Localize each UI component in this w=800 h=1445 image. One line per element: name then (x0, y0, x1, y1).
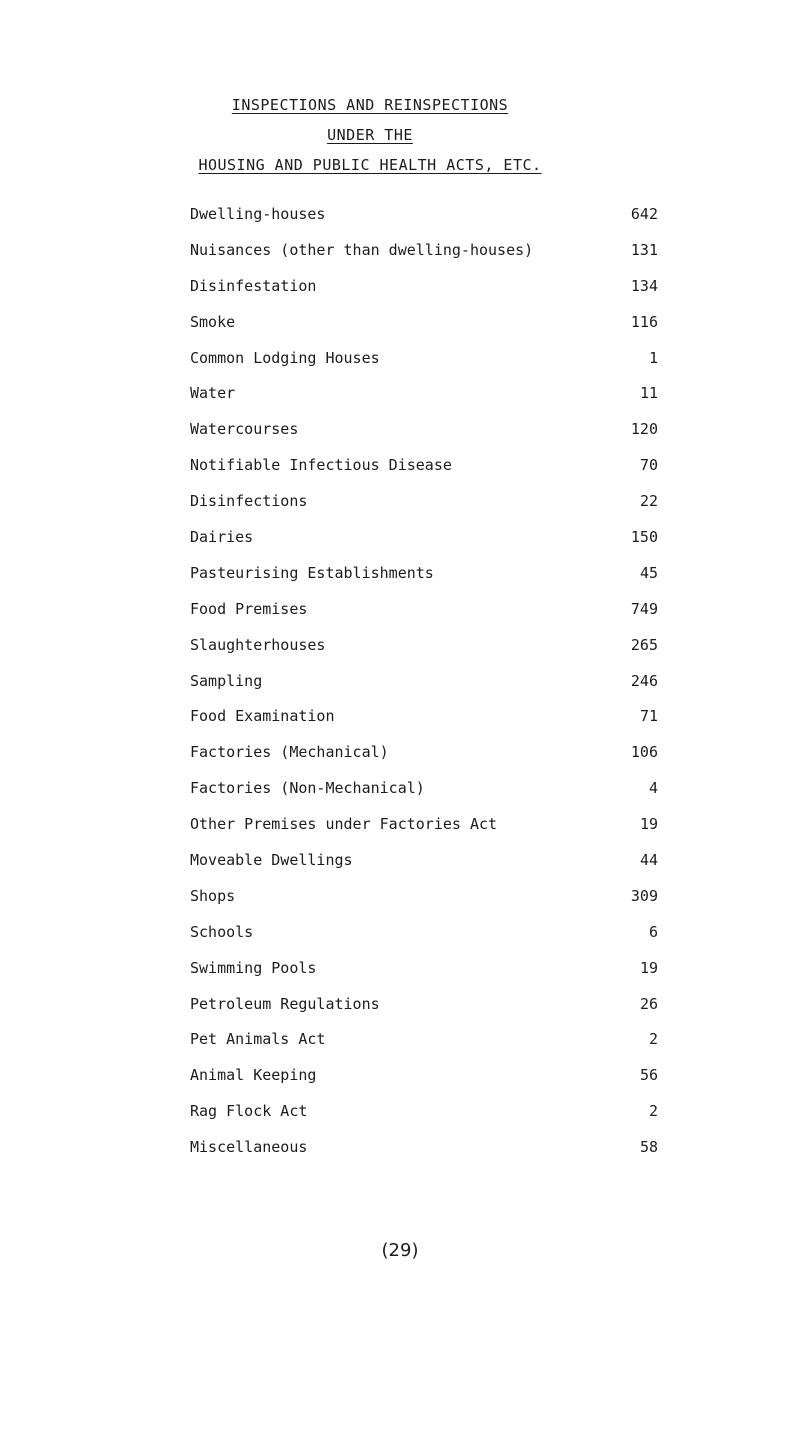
row-value: 26 (639, 994, 658, 1013)
table-row (0, 456, 800, 492)
table-row (0, 313, 800, 349)
row-label: Watercourses (190, 420, 299, 439)
row-label: Rag Flock Act (190, 1102, 308, 1121)
row-value: 309 (630, 886, 658, 905)
row-value: 70 (639, 456, 658, 475)
table-row (0, 1066, 800, 1102)
table-row (0, 707, 800, 743)
row-label: Smoke (190, 312, 236, 331)
table-row (0, 349, 800, 385)
row-label: Other Premises under Factories Act (190, 815, 498, 834)
row-label: Factories (Non-Mechanical) (190, 779, 425, 798)
table-row (0, 636, 800, 672)
inspection-table (0, 205, 800, 1174)
row-value: 1 (648, 348, 658, 367)
table-row (0, 1030, 800, 1066)
table-row (0, 1102, 800, 1138)
row-label: Nuisances (other than dwelling-houses) (190, 240, 534, 259)
row-value: 4 (648, 779, 658, 798)
table-row (0, 959, 800, 995)
row-label: Petroleum Regulations (190, 994, 380, 1013)
row-value: 265 (630, 635, 658, 654)
title-line-3 (0, 156, 770, 174)
page-number: (29) (381, 1240, 419, 1261)
table-row (0, 672, 800, 708)
row-value: 58 (639, 1138, 658, 1157)
row-label: Pasteurising Establishments (190, 563, 434, 582)
row-value: 106 (630, 743, 658, 762)
row-value: 44 (639, 851, 658, 870)
row-value: 11 (639, 384, 658, 403)
row-label: Moveable Dwellings (190, 851, 353, 870)
title-line-2 (0, 126, 770, 144)
table-row (0, 384, 800, 420)
title-line-1-text: INSPECTIONS AND REINSPECTIONS (231, 96, 509, 114)
table-row (0, 564, 800, 600)
row-value: 19 (639, 815, 658, 834)
row-label: Disinfections (190, 492, 308, 511)
row-label: Disinfestation (190, 276, 317, 295)
title-line-3-text: HOUSING AND PUBLIC HEALTH ACTS, ETC. (198, 156, 542, 174)
table-row (0, 277, 800, 313)
row-value: 2 (648, 1102, 658, 1121)
table-row (0, 779, 800, 815)
row-label: Dwelling-houses (190, 205, 326, 223)
row-value: 2 (648, 1030, 658, 1049)
row-label: Shops (190, 886, 236, 905)
row-label: Common Lodging Houses (190, 348, 380, 367)
row-label: Notifiable Infectious Disease (190, 456, 452, 475)
table-row (0, 420, 800, 456)
table-row (0, 600, 800, 636)
table-row (0, 492, 800, 528)
row-value: 56 (639, 1066, 658, 1085)
row-label: Water (190, 384, 236, 403)
table-row (0, 241, 800, 277)
row-value: 45 (639, 563, 658, 582)
table-row (0, 743, 800, 779)
table-row (0, 205, 800, 241)
row-value: 642 (630, 205, 658, 223)
row-label: Swimming Pools (190, 958, 317, 977)
title-line-1 (0, 96, 770, 114)
row-label: Animal Keeping (190, 1066, 317, 1085)
row-value: 71 (639, 707, 658, 726)
row-value: 19 (639, 958, 658, 977)
table-row (0, 815, 800, 851)
row-label: Pet Animals Act (190, 1030, 326, 1049)
row-value: 120 (630, 420, 658, 439)
row-label: Factories (Mechanical) (190, 743, 389, 762)
row-label: Slaughterhouses (190, 635, 326, 654)
table-row (0, 528, 800, 564)
table-row (0, 851, 800, 887)
table-row (0, 1138, 800, 1174)
row-label: Food Examination (190, 707, 335, 726)
row-value: 6 (648, 922, 658, 941)
row-value: 131 (630, 240, 658, 259)
row-value: 150 (630, 528, 658, 547)
row-value: 22 (639, 492, 658, 511)
table-row (0, 995, 800, 1031)
title-line-2-text: UNDER THE (327, 126, 413, 144)
row-value: 134 (630, 276, 658, 295)
row-label: Sampling (190, 671, 263, 690)
table-row (0, 887, 800, 923)
row-label: Food Premises (190, 599, 308, 618)
row-label: Schools (190, 922, 254, 941)
table-row (0, 923, 800, 959)
row-label: Miscellaneous (190, 1138, 308, 1157)
row-value: 749 (630, 599, 658, 618)
row-value: 246 (630, 671, 658, 690)
row-label: Dairies (190, 528, 254, 547)
row-value: 116 (630, 312, 658, 331)
